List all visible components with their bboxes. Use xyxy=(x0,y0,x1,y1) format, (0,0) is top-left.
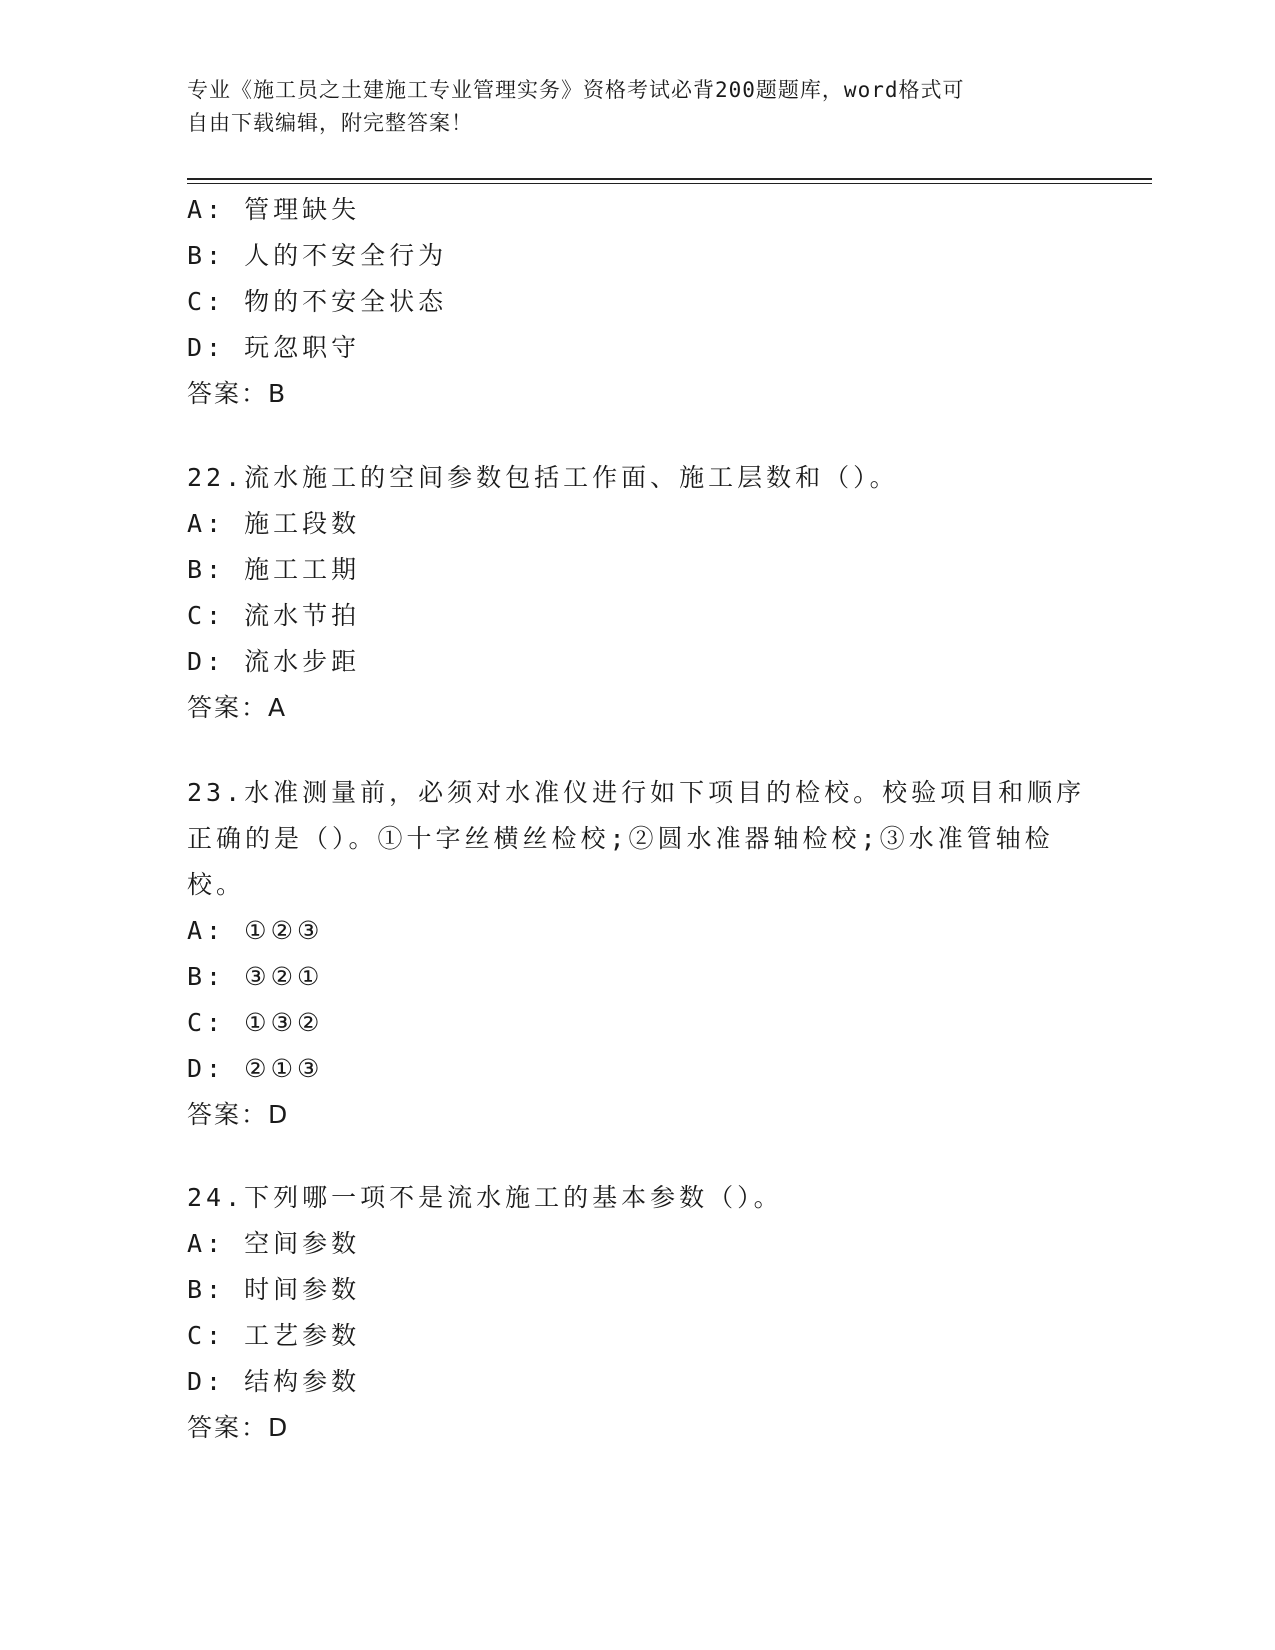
header-line-1: 专业《施工员之土建施工专业管理实务》资格考试必背200题题库，word格式可 xyxy=(187,78,965,102)
question-text-line-1: 23.水准测量前，必须对水准仪进行如下项目的检校。校验项目和顺序 xyxy=(187,778,1086,807)
option-c: C: ①③② xyxy=(187,1008,324,1037)
answer: 答案：B xyxy=(187,379,288,408)
question-21 xyxy=(187,187,1087,417)
option-d: D: 玩忽职守 xyxy=(187,333,361,362)
option-d: D: 结构参数 xyxy=(187,1367,361,1396)
option-d: D: ②①③ xyxy=(187,1054,324,1083)
answer: 答案：D xyxy=(187,1100,290,1129)
answer: 答案：D xyxy=(187,1413,290,1442)
option-d: D: 流水步距 xyxy=(187,647,361,676)
question-text: 22.流水施工的空间参数包括工作面、施工层数和（）。 xyxy=(187,463,899,492)
option-c: C: 物的不安全状态 xyxy=(187,287,448,316)
question-23 xyxy=(187,770,1087,1138)
option-b: B: 施工工期 xyxy=(187,555,361,584)
option-b: B: 人的不安全行为 xyxy=(187,241,448,270)
option-a: A: ①②③ xyxy=(187,916,324,945)
option-a: A: 管理缺失 xyxy=(187,195,361,224)
answer: 答案：A xyxy=(187,693,288,722)
question-22 xyxy=(187,455,1087,731)
question-text: 24.下列哪一项不是流水施工的基本参数（）。 xyxy=(187,1183,783,1212)
header-rule-thin xyxy=(187,183,1152,184)
question-text-line-3: 校。 xyxy=(187,870,246,899)
option-b: B: 时间参数 xyxy=(187,1275,361,1304)
option-a: A: 施工段数 xyxy=(187,509,361,538)
header-line-2: 自由下载编辑，附完整答案！ xyxy=(187,111,473,135)
question-24 xyxy=(187,1175,1087,1451)
question-text-line-2: 正确的是（）。①十字丝横丝检校;②圆水准器轴检校;③水准管轴检 xyxy=(187,824,1054,853)
document-header xyxy=(187,74,1067,140)
option-c: C: 工艺参数 xyxy=(187,1321,361,1350)
option-c: C: 流水节拍 xyxy=(187,601,361,630)
header-rule-thick xyxy=(187,178,1152,180)
option-b: B: ③②① xyxy=(187,962,324,991)
option-a: A: 空间参数 xyxy=(187,1229,361,1258)
